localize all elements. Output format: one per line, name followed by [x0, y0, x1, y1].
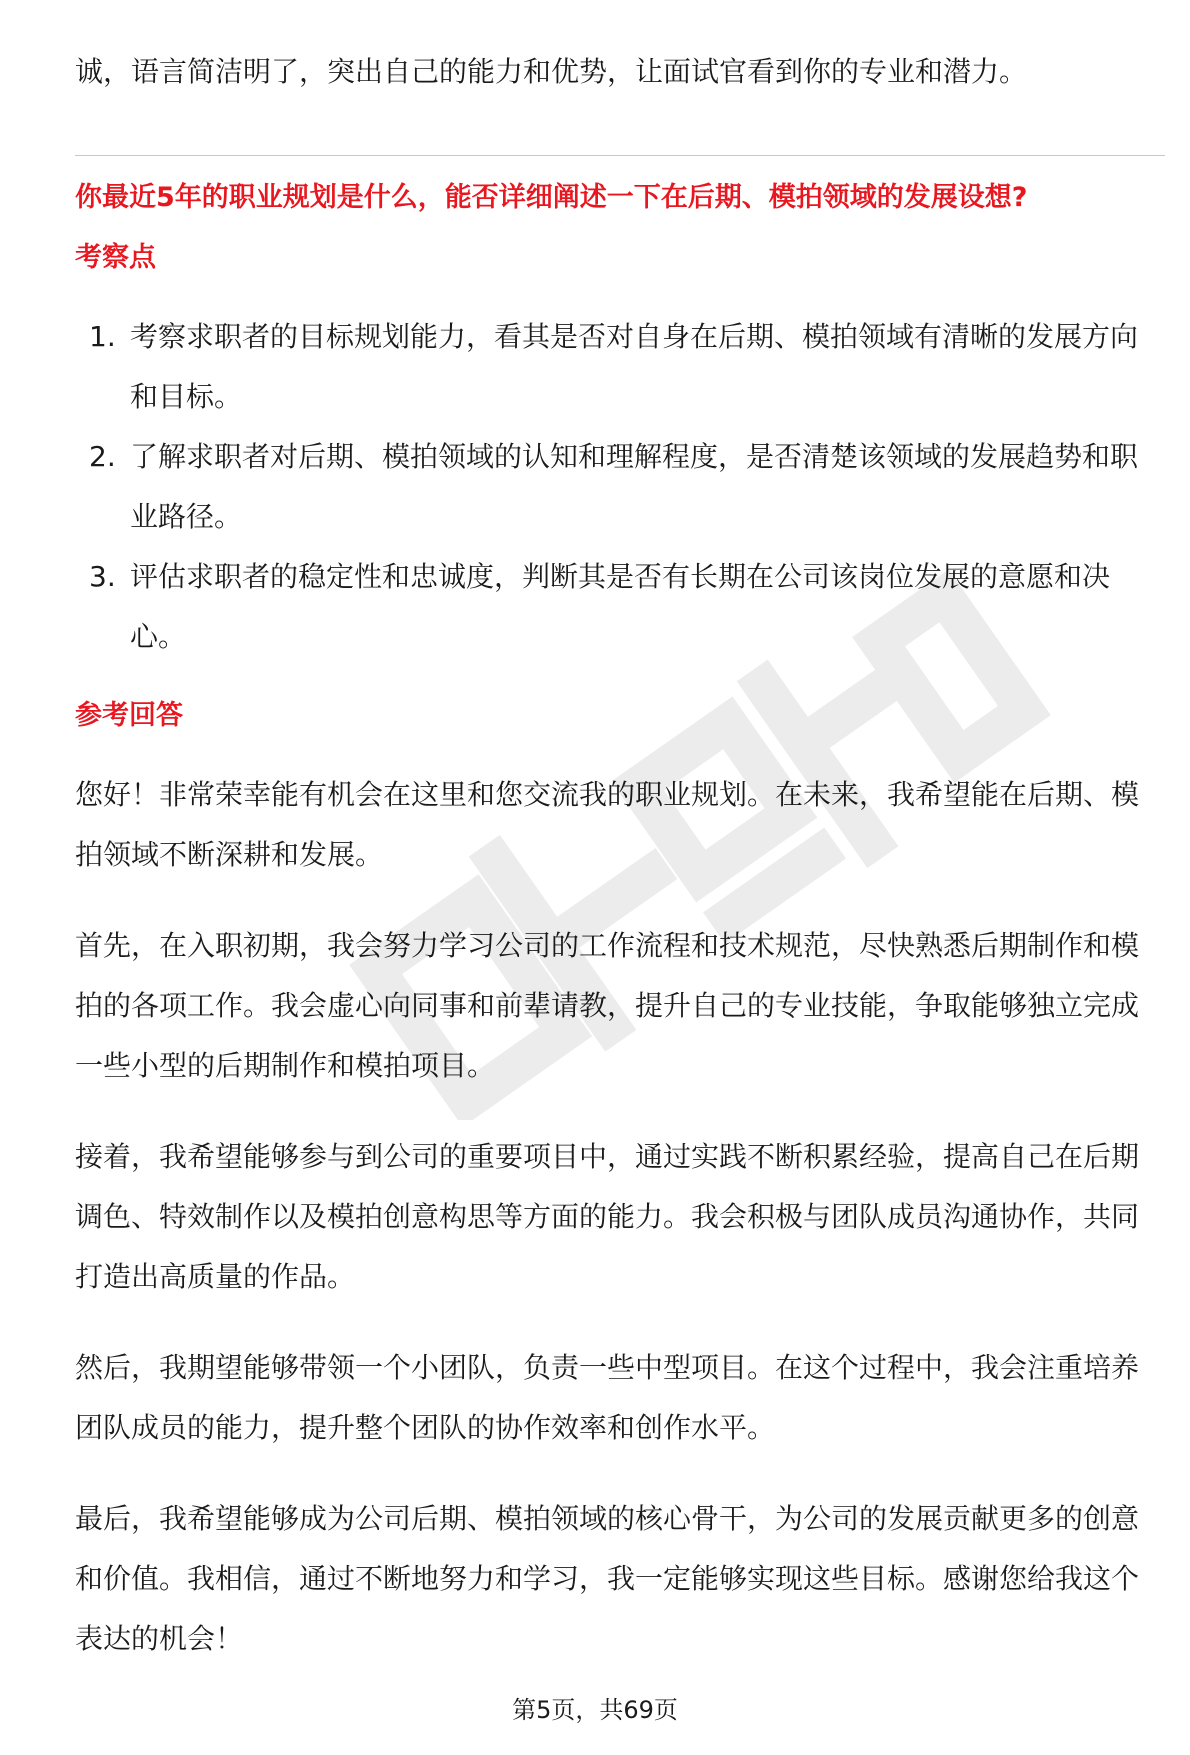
list-item-text: 评估求职者的稳定性和忠诚度，判断其是否有长期在公司该岗位发展的意愿和决心。: [130, 560, 1111, 653]
intro-paragraph: 诚，语言简洁明了，突出自己的能力和优势，让面试官看到你的专业和潜力。: [75, 55, 1028, 88]
list-number: 2.: [89, 440, 116, 473]
answer-paragraph: 最后，我希望能够成为公司后期、模拍领域的核心骨干，为公司的发展贡献更多的创意和价值。我相信，通过不断地努力和学习，我一定能够实现这些目标。感谢您给我这个表达的机会！: [75, 1502, 1140, 1655]
points-heading: 考察点: [75, 242, 156, 273]
answer-body: [75, 765, 1165, 1700]
page-footer: 第5页，共69页: [512, 1696, 678, 1724]
question-title: 你最近5年的职业规划是什么，能否详细阐述一下在后期、模拍领域的发展设想?: [75, 182, 1028, 213]
list-number: 1.: [89, 320, 116, 353]
answer-paragraph: 您好！非常荣幸能有机会在这里和您交流我的职业规划。在未来，我希望能在后期、模拍领域不断深耕和发展。: [75, 778, 1140, 871]
section-divider: [75, 155, 1165, 156]
list-item-text: 考察求职者的目标规划能力，看其是否对自身在后期、模拍领域有清晰的发展方向和目标。: [130, 320, 1139, 413]
answer-paragraph: 首先，在入职初期，我会努力学习公司的工作流程和技术规范，尽快熟悉后期制作和模拍的各项工作。我会虚心向同事和前辈请教，提升自己的专业技能，争取能够独立完成一些小型的后期制作和模拍项目。: [75, 929, 1140, 1082]
list-item: [75, 547, 1165, 667]
list-item-text: 了解求职者对后期、模拍领域的认知和理解程度，是否清楚该领域的发展趋势和职业路径。: [130, 440, 1139, 533]
list-item: [75, 307, 1165, 427]
answer-paragraph: 接着，我希望能够参与到公司的重要项目中，通过实践不断积累经验，提高自己在后期调色、特效制作以及模拍创意构思等方面的能力。我会积极与团队成员沟通协作，共同打造出高质量的作品。: [75, 1140, 1140, 1293]
answer-paragraph: 然后，我期望能够带领一个小团队，负责一些中型项目。在这个过程中，我会注重培养团队成员的能力，提升整个团队的协作效率和创作水平。: [75, 1351, 1140, 1444]
answer-heading: 参考回答: [75, 700, 183, 731]
points-list: [75, 307, 1165, 667]
list-number: 3.: [89, 560, 116, 593]
list-item: [75, 427, 1165, 547]
